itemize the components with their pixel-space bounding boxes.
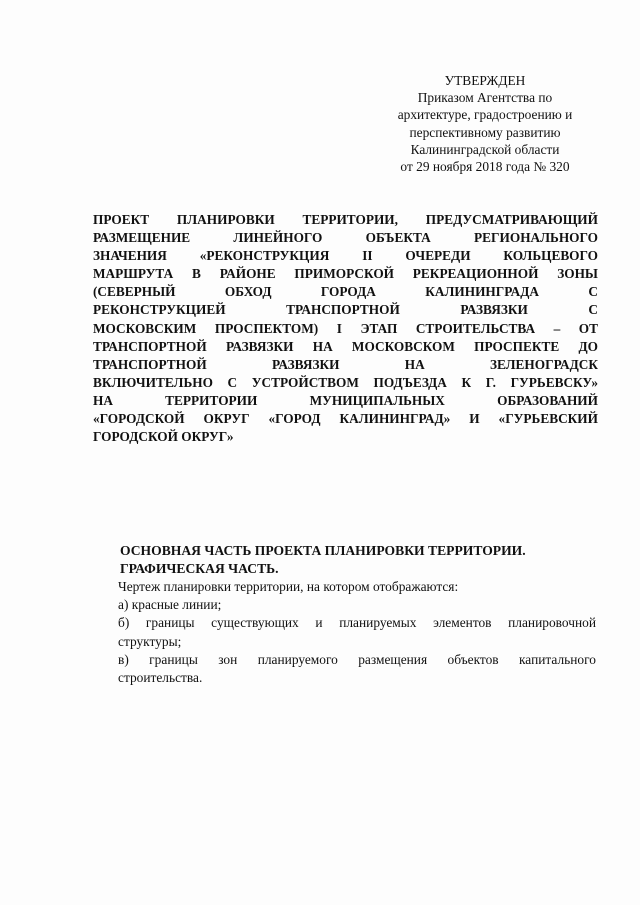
section-heading-line: ОСНОВНАЯ ЧАСТЬ ПРОЕКТА ПЛАНИРОВКИ ТЕРРИТОРИИ. [120, 543, 526, 558]
list-item-c: в) границы зон планируемого размещения объектов капитального [118, 651, 596, 667]
title-line: ТРАНСПОРТНОЙ РАЗВЯЗКИ НА МОСКОВСКОМ ПРОСПЕКТЕ ДО [93, 338, 598, 354]
title-line: РЕКОНСТРУКЦИЕЙ ТРАНСПОРТНОЙ РАЗВЯЗКИ С [93, 302, 598, 318]
approval-line: архитектуре, градостроению и [397, 107, 573, 123]
title-line: (СЕВЕРНЫЙ ОБХОД ГОРОДА КАЛИНИНГРАДА С [93, 284, 598, 300]
list-item-b: б) границы существующих и планируемых элементов планировочной [118, 615, 596, 631]
section-heading-line: ГРАФИЧЕСКАЯ ЧАСТЬ. [120, 560, 279, 576]
title-line: РАЗМЕЩЕНИЕ ЛИНЕЙНОГО ОБЪЕКТА РЕГИОНАЛЬНОГО [93, 230, 598, 246]
title-line: МАРШРУТА В РАЙОНЕ ПРИМОРСКОЙ РЕКРЕАЦИОННОЙ ЗОНЫ [93, 266, 598, 282]
approval-line: УТВЕРЖДЕН [444, 73, 526, 88]
project-title [93, 211, 598, 446]
intro-paragraph: Чертеж планировки территории, на котором отображаются: [118, 579, 459, 594]
title-line: ПРОЕКТ ПЛАНИРОВКИ ТЕРРИТОРИИ, ПРЕДУСМАТРИВАЮЩИЙ [93, 212, 598, 227]
approval-stamp [375, 72, 595, 175]
title-line: МОСКОВСКИМ ПРОСПЕКТОМ) I ЭТАП СТРОИТЕЛЬСТВА – ОТ [93, 320, 598, 336]
title-line: ВКЛЮЧИТЕЛЬНО С УСТРОЙСТВОМ ПОДЪЕЗДА К Г. ГУРЬЕВСКУ» [93, 374, 598, 390]
list-item-a: а) красные линии; [118, 597, 222, 613]
title-line: ЗНАЧЕНИЯ «РЕКОНСТРУКЦИЯ II ОЧЕРЕДИ КОЛЬЦЕВОГО [93, 248, 598, 264]
approval-line: Приказом Агентства по [417, 90, 553, 106]
approval-line: Калининградской области [410, 141, 560, 157]
title-line: ТРАНСПОРТНОЙ РАЗВЯЗКИ НА ЗЕЛЕНОГРАДСК [93, 356, 598, 372]
approval-line: от 29 ноября 2018 года № 320 [400, 159, 570, 175]
section-body [118, 578, 596, 687]
section-heading [120, 542, 600, 577]
list-item-c-continuation: строительства. [118, 670, 203, 686]
title-line: ГОРОДСКОЙ ОКРУГ» [93, 429, 234, 445]
title-line: НА ТЕРРИТОРИИ МУНИЦИПАЛЬНЫХ ОБРАЗОВАНИЙ [93, 392, 598, 408]
list-item-b-continuation: структуры; [118, 633, 182, 649]
title-line: «ГОРОДСКОЙ ОКРУГ «ГОРОД КАЛИНИНГРАД» И «ГУРЬЕВСКИЙ [93, 411, 598, 427]
approval-line: перспективному развитию [409, 124, 561, 140]
